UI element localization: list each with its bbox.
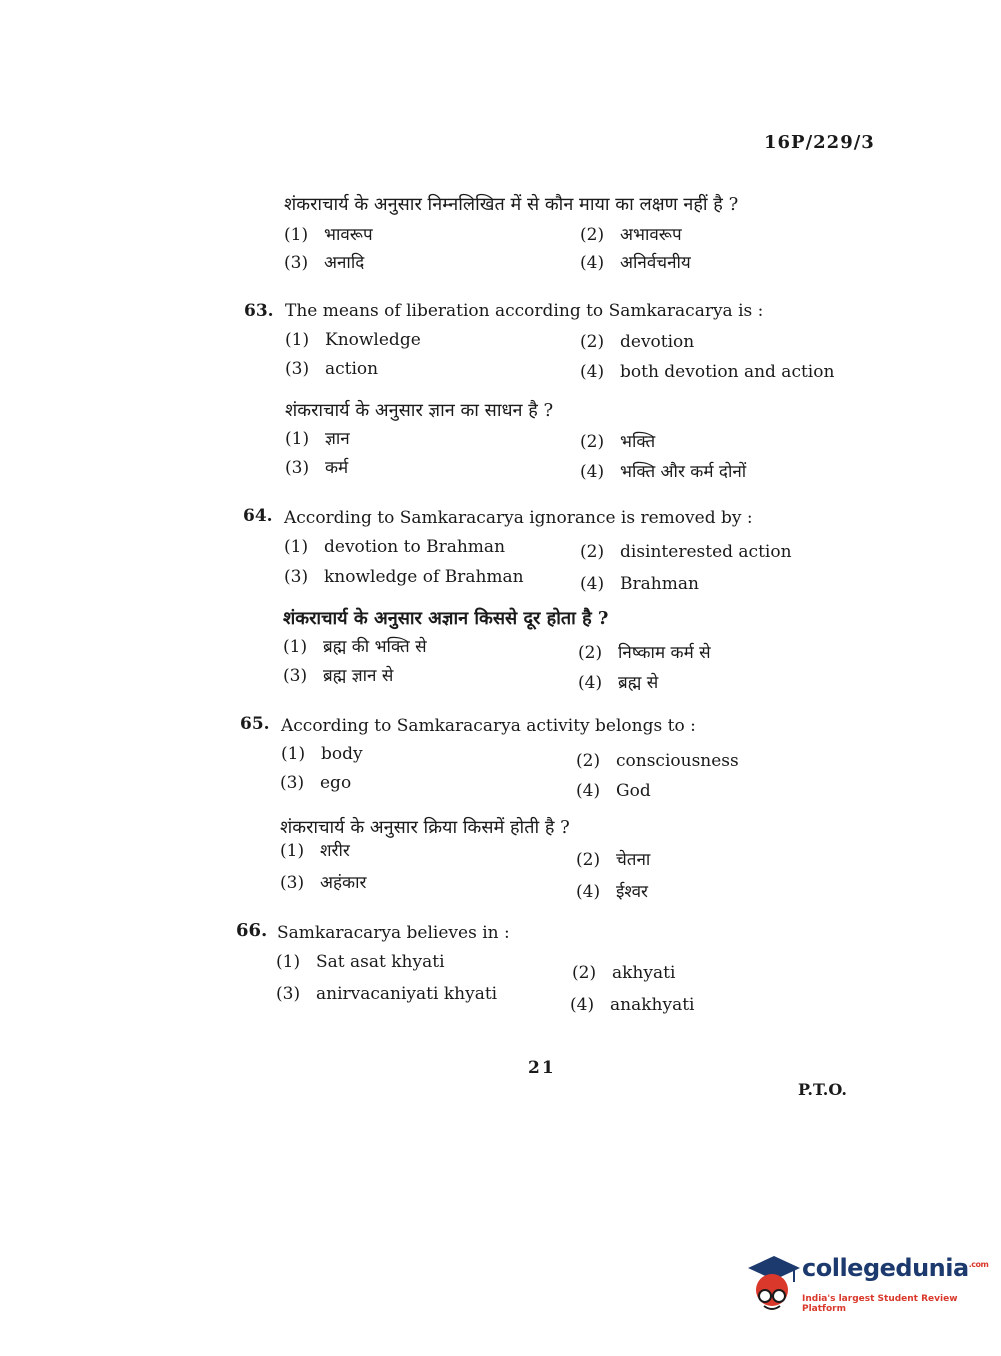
question-62-option-hi-1: (1) भावरूप: [284, 225, 373, 245]
question-63-option-4: (4) both devotion and action: [580, 362, 835, 382]
question-65-number: 65.: [240, 714, 270, 734]
question-66-stem: Samkaracarya believes in :: [277, 923, 510, 943]
question-64-option-3: (3) knowledge of Brahman: [284, 567, 524, 587]
question-65-option-2: (2) consciousness: [576, 751, 739, 771]
question-63-option-hi-2: (2) भक्ति: [580, 432, 656, 452]
pto-label: P.T.O.: [798, 1080, 847, 1099]
page-number: 21: [528, 1058, 556, 1078]
question-66-option-4: (4) anakhyati: [570, 995, 695, 1015]
question-65-option-hi-3: (3) अहंकार: [280, 873, 367, 893]
question-65-stem: According to Samkaracarya activity belongs to :: [281, 716, 696, 736]
question-62-option-hi-2: (2) अभावरूप: [580, 225, 682, 245]
question-64-option-hi-3: (3) ब्रह्म ज्ञान से: [283, 666, 394, 686]
question-63-stem: The means of liberation according to Samkaracarya is :: [285, 301, 764, 321]
question-63-option-hi-3: (3) कर्म: [285, 458, 349, 478]
question-65-option-hi-2: (2) चेतना: [576, 850, 651, 870]
question-63-option-hi-1: (1) ज्ञान: [285, 429, 350, 449]
collegedunia-watermark: [744, 1252, 989, 1314]
question-65-option-3: (3) ego: [280, 773, 352, 793]
question-62-stem-hindi: शंकराचार्य के अनुसार निम्नलिखित में से कौन माया का लक्षण नहीं है ?: [284, 194, 739, 215]
question-63-option-3: (3) action: [285, 359, 379, 379]
question-64-option-hi-1: (1) ब्रह्म की भक्ति से: [283, 637, 427, 657]
question-63-option-1: (1) Knowledge: [285, 330, 421, 350]
question-63-option-hi-4: (4) भक्ति और कर्म दोनों: [580, 462, 747, 482]
question-65-option-4: (4) God: [576, 781, 651, 801]
paper-code: 16P/229/3: [764, 132, 875, 153]
question-65-option-hi-1: (1) शरीर: [280, 841, 350, 861]
brand-name: collegedunia$^{.com}$: [802, 1254, 989, 1282]
question-64-option-1: (1) devotion to Brahman: [284, 537, 506, 557]
question-63-stem-hindi: शंकराचार्य के अनुसार ज्ञान का साधन है ?: [285, 400, 554, 421]
question-63-option-2: (2) devotion: [580, 332, 695, 352]
question-64-stem-hindi: शंकराचार्य के अनुसार अज्ञान किससे दूर होता है ?: [283, 608, 609, 629]
question-64-option-4: (4) Brahman: [580, 574, 699, 594]
question-65-option-hi-4: (4) ईश्वर: [576, 882, 648, 902]
graduate-mascot-icon: [744, 1252, 800, 1314]
question-62-option-hi-3: (3) अनादि: [284, 253, 365, 273]
question-64-number: 64.: [243, 506, 273, 526]
question-66-number: 66.: [236, 920, 268, 941]
question-65-stem-hindi: शंकराचार्य के अनुसार क्रिया किसमें होती है ?: [280, 817, 570, 838]
question-66-option-2: (2) akhyati: [572, 963, 676, 983]
question-64-option-2: (2) disinterested action: [580, 542, 792, 562]
question-64-option-hi-4: (4) ब्रह्म से: [578, 673, 659, 693]
question-64-stem: According to Samkaracarya ignorance is removed by :: [284, 508, 753, 528]
question-62-option-hi-4: (4) अनिर्वचनीय: [580, 253, 691, 273]
question-66-option-1: (1) Sat asat khyati: [276, 952, 445, 972]
brand-tagline: India's largest Student Review Platform: [802, 1294, 958, 1314]
question-66-option-3: (3) anirvacaniyati khyati: [276, 984, 498, 1004]
question-65-option-1: (1) body: [281, 744, 363, 764]
question-63-number: 63.: [244, 301, 274, 321]
question-64-option-hi-2: (2) निष्काम कर्म से: [578, 643, 711, 663]
